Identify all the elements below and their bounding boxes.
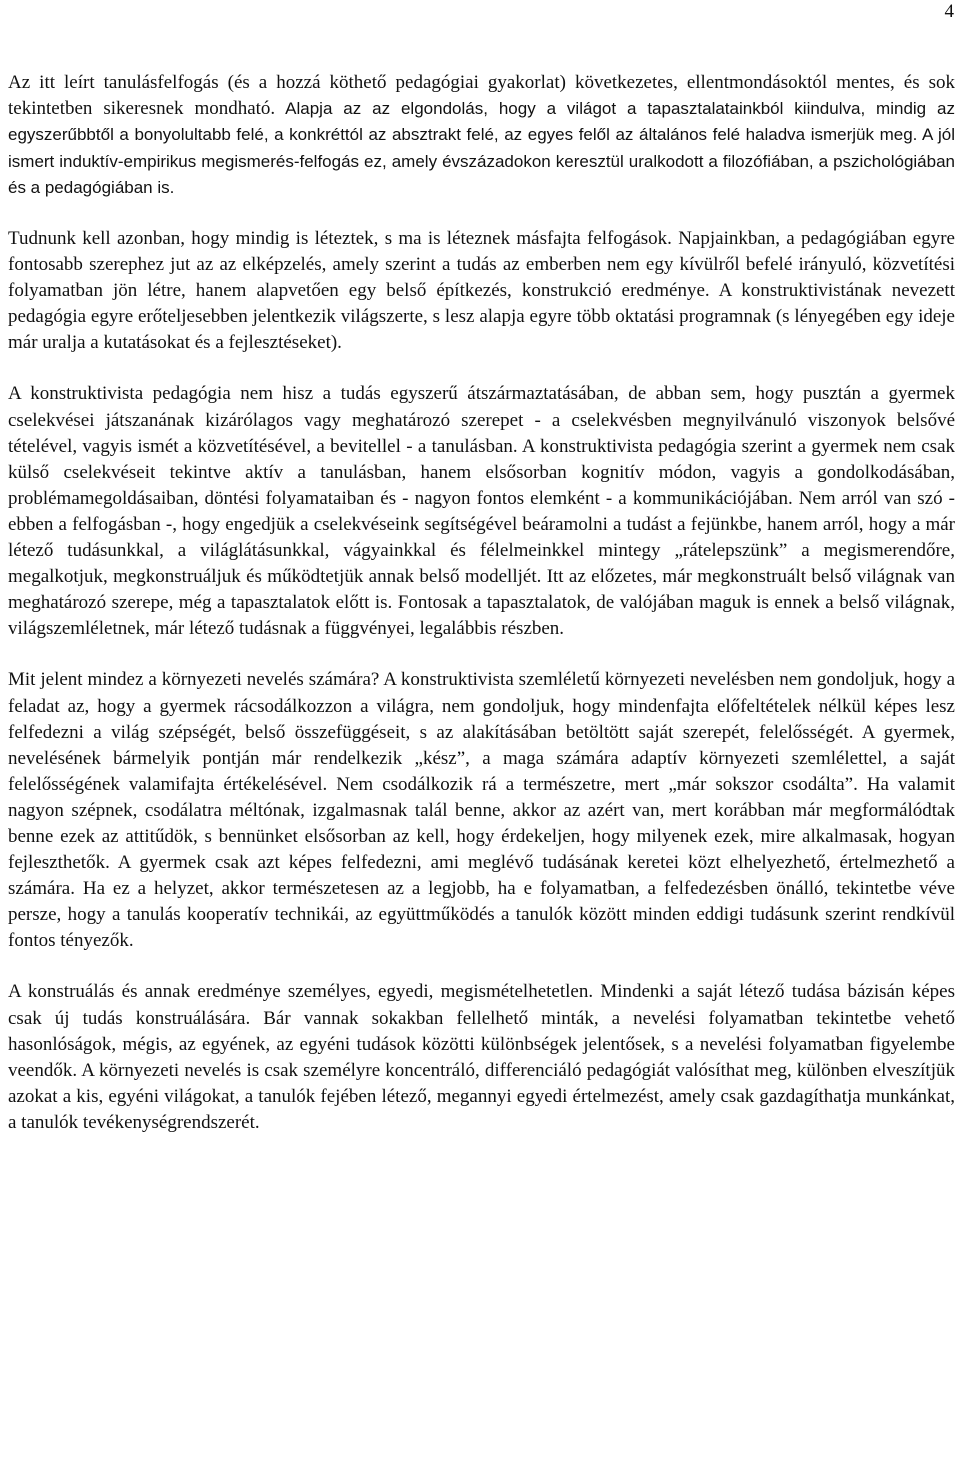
paragraph-5: A konstruálás és annak eredménye személyes, egyedi, megismételhetetlen. Mindenki a saját létező tudása bázisán képes csak új tudás konstruálására. Bár vannak sokakban fellelhető minták, a nevelési folyamatban tekintetbe vehető hasonlóságok, mégis, az egyének, az egyéni tudások közötti különbségek jelentősek, s a nevelési folyamatban figyelembe veendők. A környezeti nevelés is csak személyre koncentráló, differenciáló pedagógiát valósíthat meg, különben elveszítjük azokat a kis, egyéni világokat, a tanulók fejében létező, megannyi egyedi értelmezést, amely csak gazdagíthatja munkánkat, a tanulók tevékenységrendszerét. <box>8 981 955 1133</box>
paragraph-2: Tudnunk kell azonban, hogy mindig is léteztek, s ma is léteznek másfajta felfogások. Napjainkban, a pedagógiában egyre fontosabb szerephez jut az az elképzelés, amely szerint a tudás az emberben nem egy kívülről befelé irányuló, közvetítési folyamatban jön létre, hanem alapvetően egy belső építkezés, konstrukció eredménye. A konstruktivistának nevezett pedagógia egyre erőteljesebben jelentkezik világszerte, s lesz alapja egyre több oktatási programnak (s lényegében egy ideje már uralja a kutatásokat és a fejlesztéseket). <box>8 228 955 354</box>
paragraph-4: Mit jelent mindez a környezeti nevelés számára? A konstruktivista szemléletű környezeti nevelésben nem gondoljuk, hogy a feladat az, hogy a gyermek rácsodálkozzon a világra, nem gondoljuk, hogy mindenfajta előfeltételek nélkül képes lesz felfedezni a világ szépségét, belső összefüggéseit, s az alakításában betöltött saját szerepét, felelősségét. A gyermek, nevelésének bármelyik pontján már rendelkezik „kész”, a maga számára adaptív környezeti szemlélettel, a saját felelősségének valamifajta értékelésével. Nem csodálkozik rá a természetre, mert „már sokszor csodálta”. Ha valamit nagyon szépnek, csodálatra méltónak, izgalmasnak talál benne, akkor az azért van, mert korábban már megformálódtak benne ezek az attitűdök, s bennünket elsősorban az kell, hogy érdekeljen, hogy milyenek ezek, mire alkalmasak, hogyan fejleszthetők. A gyermek csak azt képes felfedezni, ami meglévő tudásának keretei közt elhelyezhető, értelmezhető a számára. Ha ez a helyzet, akkor természetesen az a legjobb, ha e folyamatban, a felfedezésben önálló, tekintetbe véve persze, hogy a tanulás kooperatív technikái, az együttműködés a tanulók között minden eddigi tudásunk szerint rendkívül fontos tényezők. <box>8 669 955 952</box>
paragraph-3: A konstruktivista pedagógia nem hisz a tudás egyszerű átszármaztatásában, de abban sem, hogy pusztán a gyermek cselekvései játszanának kizárólagos vagy meghatározó szerepet - a cselekvésben megnyilvánuló viszonyok belsővé tételével, vagyis ismét a közvetítésével, a bevitellel - a tanulásban. A konstruktivista pedagógia szerint a gyermek nem csak külső cselekvéseit tekintve aktív a tanulásban, hanem elsősorban kognitív módon, vagyis a gondolkodásában, problémamegoldásaiban, döntési folyamataiban és - nagyon fontos elemként - a kommunikációjában. Nem arról van szó - ebben a felfogásban -, hogy engedjük a cselekvéseink segítségével beáramolni a tudást a fejünkbe, hanem arról, hogy a már létező tudásunkkal, a világlátásunkkal, vágyainkkal és félelmeinkkel mintegy „rátelepszünk” a megismerendőre, megalkotjuk, megkonstruáljuk és működtetjük annak belső modelljét. Itt az előzetes, már megkonstruált belső világnak van meghatározó szerepe, még a tapasztalatok előtt is. Fontosak a tapasztalatok, de valójában maguk is ennek a belső világnak, világszemléletnek, már létező tudásnak a függvényei, legalábbis részben. <box>8 383 955 640</box>
paragraph-1-sans-text: Alapja az az elgondolás, hogy a világot a tapasztalatainkból kiindulva, mindig az egyszerűbbtől a bonyolultabb felé, a konkréttól az absztrakt felé, az egyes felől az általános felé haladva ismerjük meg. A jól ismert induktív-empirikus megismerés-felfogás ez, amely évszázadokon keresztül uralkodott a filozófiában, a pszichológiában és a pedagógiában is. <box>8 99 955 197</box>
page-number: 4 <box>944 1 954 22</box>
paragraph-1-serif-text: Az itt leírt tanulásfelfogás (és a hozzá köthető pedagógiai gyakorlat) következetes, ellentmondásoktól mentes, és sok tekintetben sikeresnek mondható. <box>8 72 955 120</box>
document-body <box>8 70 955 1161</box>
paragraph-1 <box>8 70 955 201</box>
